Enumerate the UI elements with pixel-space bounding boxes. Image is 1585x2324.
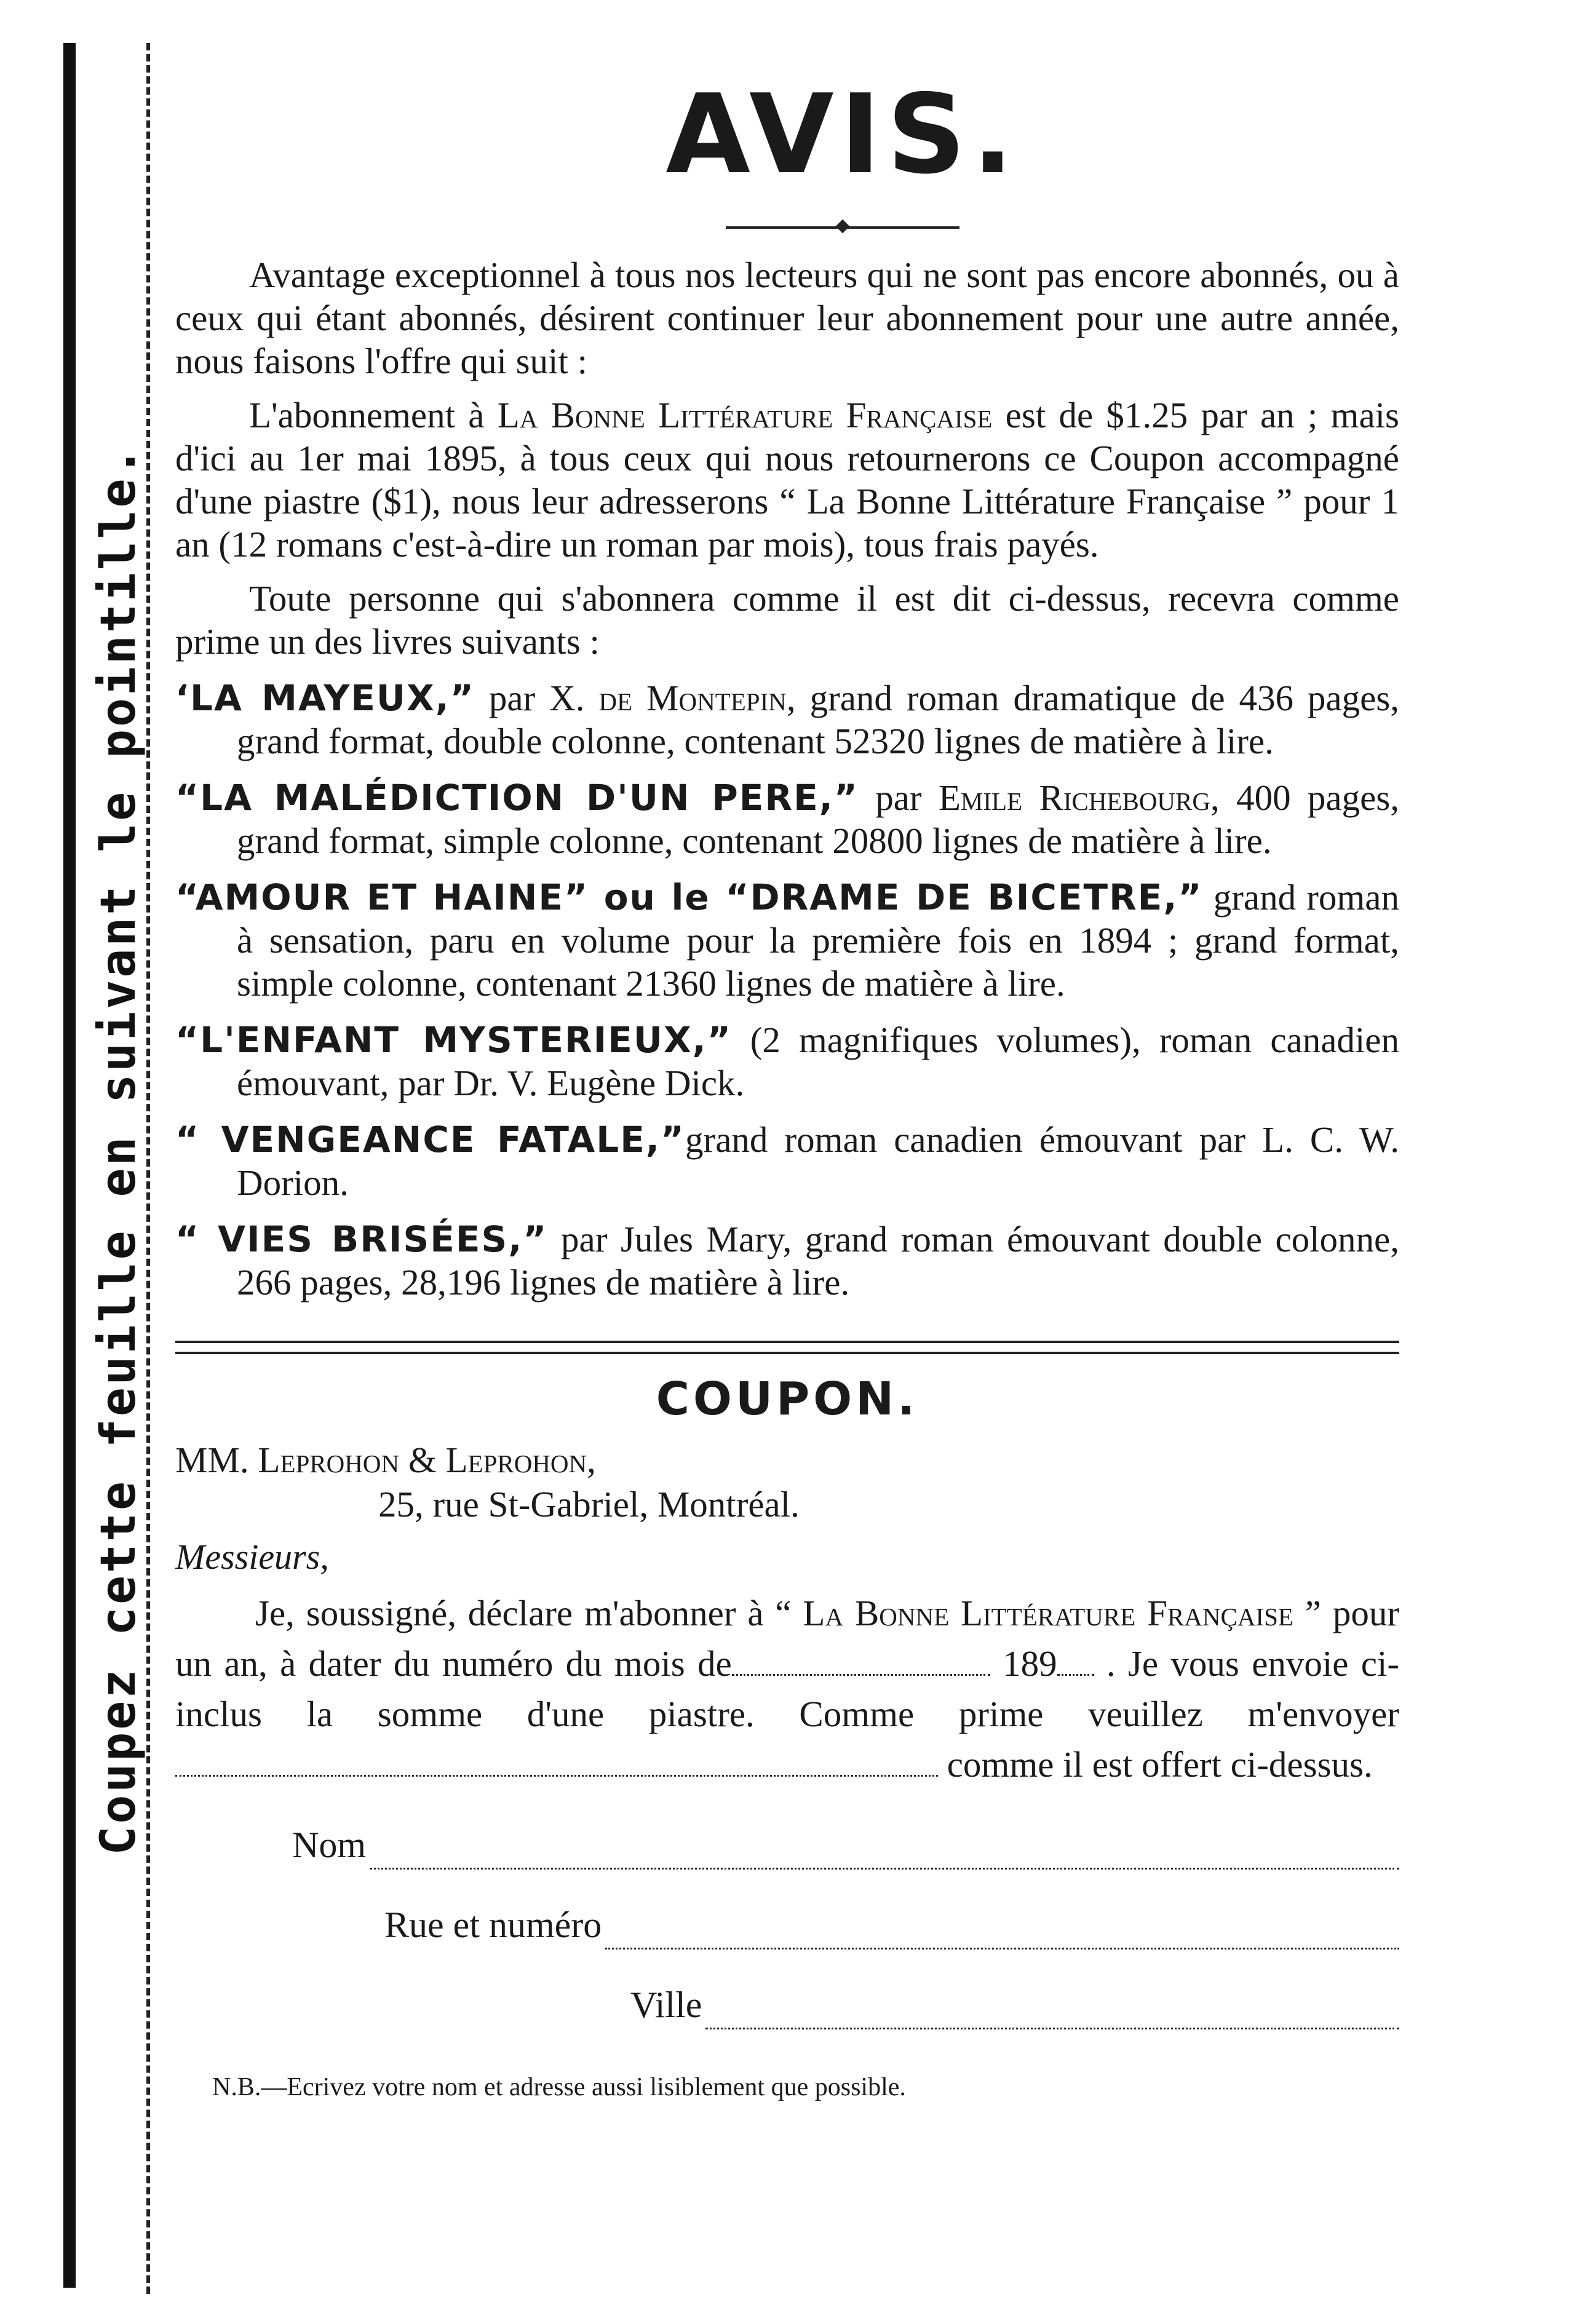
book-title: “ VENGEANCE FATALE,” [175,1119,686,1160]
coupon-address: 25, rue St-Gabriel, Montréal. [378,1484,800,1525]
cut-instruction-strip [86,289,151,2011]
book-title: “ VIES BRISÉES,” [175,1218,548,1260]
premium-choice-field[interactable] [175,1750,938,1777]
street-input-line[interactable] [605,1917,1399,1949]
cut-dotted-line [146,43,150,2294]
book-title: “LA MALÉDICTION D'UN PERE,” [175,777,859,819]
notice-content [175,71,1400,2102]
title-ornament-rule [726,226,959,229]
cut-instruction-text: Coupez cette feuille en suivant le pointille. [90,445,146,1855]
coupon-declaration: Je, soussigné, déclare m'abonner à “ La Bonne Littérature Française ” pour un an, à dater du numéro du mois de 189 . Je vous envoie ci-inclus la somme d'une piastre. Comme prime veuillez m'envoyer comme il est offert ci-dessus. [175,1593,1399,1785]
name-field-row [175,1820,1399,1870]
name-input-line[interactable] [370,1837,1399,1870]
book-title: ‘LA MAYEUX,” [175,677,475,719]
city-label: Ville [630,1985,702,2025]
book-title: “L'ENFANT MYSTERIEUX,” [175,1019,732,1061]
offer-paragraph: L'abonnement à La Bonne Littérature Française est de $1.25 par an ; mais d'ici au 1er mai 1895, à tous ceux qui nous retournerons ce Coupon accompagné d'une piastre ($1), nous leur adresserons “ La Bonne Littérature Française ” pour 1 an (12 romans c'est-à-dire un roman par mois), tous frais payés. [175,395,1399,565]
coupon-addressee: MM. Leprohon & Leprohon, [175,1440,596,1480]
month-field[interactable] [732,1649,990,1676]
book-entry: “AMOUR ET HAINE” ou le “DRAME DE BICETRE,” grand roman à sensation, paru en volume pour la première fois en 1894 ; grand format, simple colonne, contenant 21360 lignes de matière à lire. [175,876,1399,1004]
book-title: “AMOUR ET HAINE” ou le “DRAME DE BICETRE,” [175,876,1203,918]
coupon-separator [175,1341,1399,1354]
premium-intro-paragraph: Toute personne qui s'abonnera comme il est dit ci-dessus, recevra comme prime un des livres suivants : [175,578,1399,662]
street-label: Rue et numéro [384,1905,602,1945]
book-entry: “L'ENFANT MYSTERIEUX,” (2 magnifiques volumes), roman canadien émouvant, par Dr. V. Eugène Dick. [175,1019,1399,1103]
street-field-row [175,1900,1399,1949]
year-field[interactable] [1057,1649,1094,1676]
book-entry: “ VIES BRISÉES,” par Jules Mary, grand roman émouvant double colonne, 266 pages, 28,196 lignes de matière à lire. [175,1218,1399,1303]
book-entry: “ VENGEANCE FATALE,”grand roman canadien émouvant par L. C. W. Dorion. [175,1119,1400,1203]
notice-title: AVIS. [665,71,1020,198]
name-label: Nom [292,1825,366,1865]
intro-paragraph: Avantage exceptionnel à tous nos lecteurs qui ne sont pas encore abonnés, ou à ceux qui étant abonnés, désirent continuer leur abonnement pour une autre année, nous faisons l'offre qui suit : [175,255,1399,381]
coupon-salutation: Messieurs, [175,1537,329,1577]
book-author: de Montepin [598,678,787,718]
coupon-title: COUPON. [656,1373,919,1426]
city-field-row [175,1980,1399,2029]
publication-name: La Bonne Littérature Française [497,395,993,435]
book-entry: “LA MALÉDICTION D'UN PERE,” par Emile Richebourg, 400 pages, grand format, simple colonne, contenant 20800 lignes de matière à lire. [175,777,1400,861]
left-margin-rule [63,43,76,2288]
coupon-note: N.B.—Ecrivez votre nom et adresse aussi lisiblement que possible. [212,2073,906,2101]
city-input-line[interactable] [705,1997,1399,2029]
book-author: Emile Richebourg [938,777,1210,818]
book-entry: ‘LA MAYEUX,” par X. de Montepin, grand roman dramatique de 436 pages, grand format, double colonne, contenant 52320 lignes de matière à lire. [175,677,1399,761]
